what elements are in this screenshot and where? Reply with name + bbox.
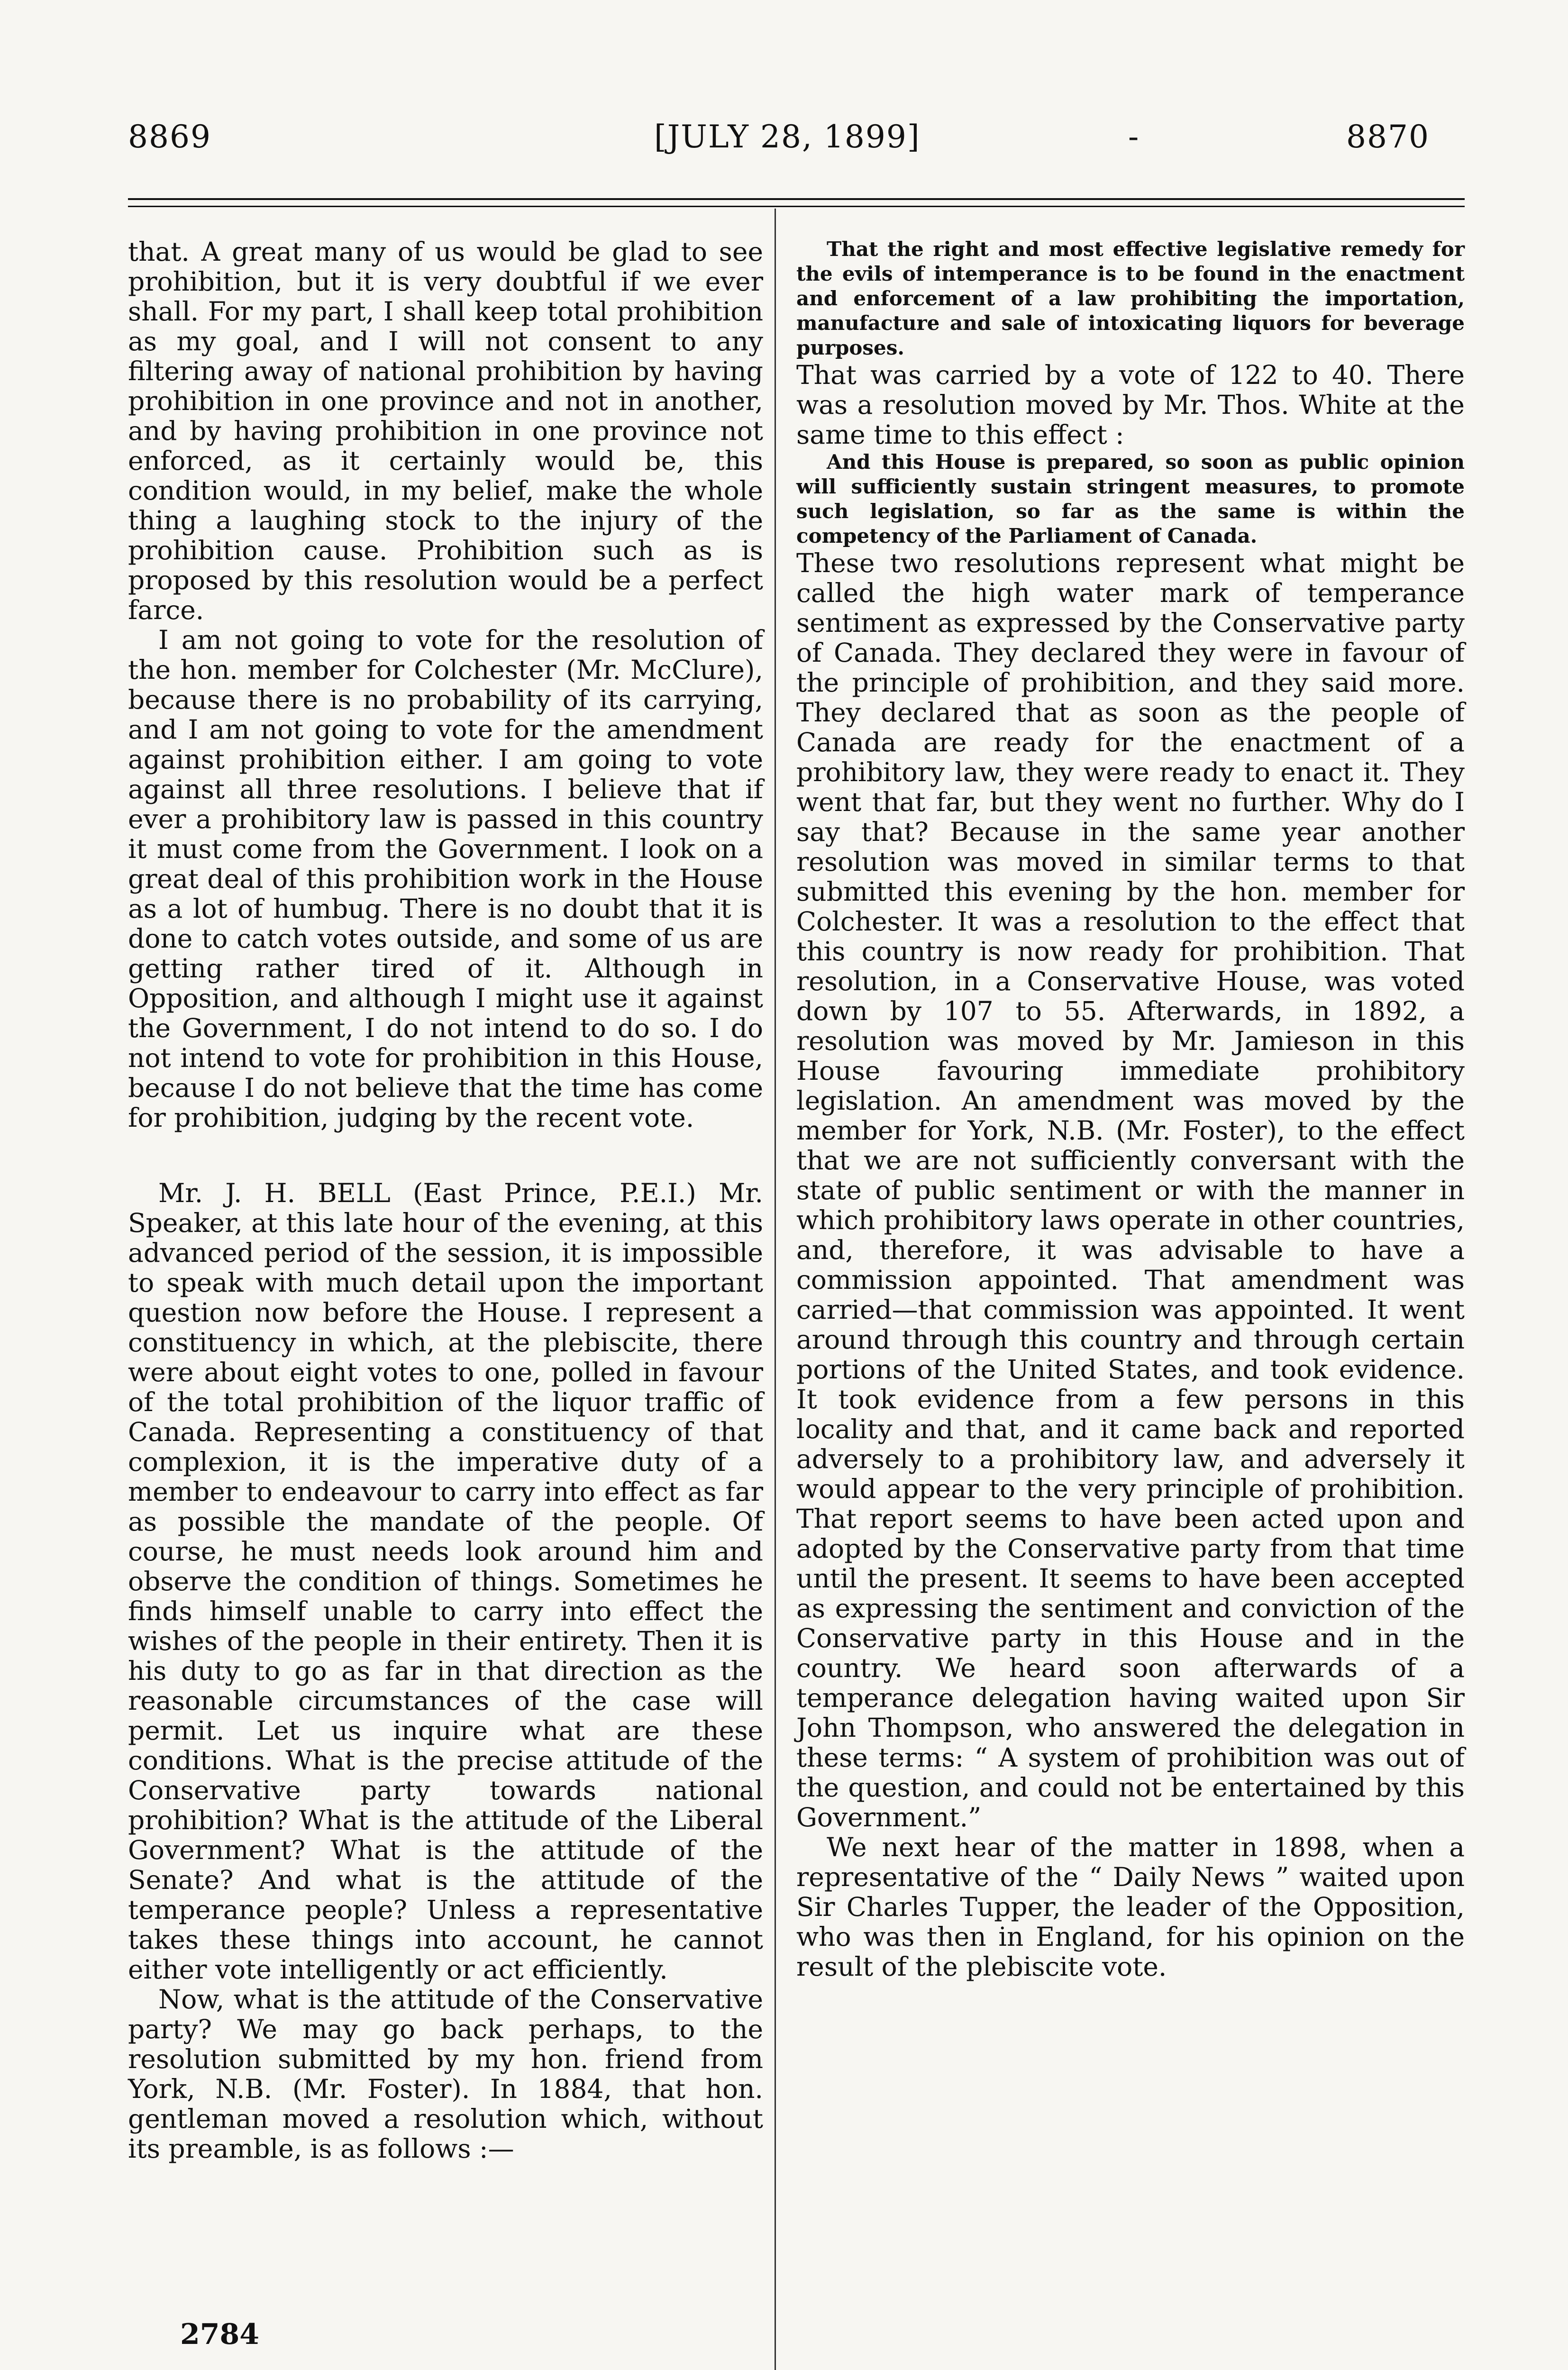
right-column bbox=[796, 237, 1465, 1982]
page-number-right: 8870 bbox=[1346, 118, 1430, 155]
paragraph: We next hear of the matter in 1898, when a representative of the “ Daily News ” waited upon Sir Charles Tupper, the leader of the Opposition, who was then in England, for his opinion on the result of the plebiscite vote. bbox=[796, 1832, 1465, 1982]
paragraph: These two resolutions represent what might be called the high water mark of temperance sentiment as expressed by the Conservative party of Canada. They declared they were in favour of the principle of prohibition, and they said more. They declared that as soon as the people of Canada are ready for the enactment of a prohibitory law, they were ready to enact it. They went that far, but they went no further. Why do I say that? Because in the same year another resolution was moved in similar terms to that submitted this evening by the hon. member for Colchester. It was a resolution to the effect that this country is now ready for prohibition. That resolution, in a Conservative House, was voted down by 107 to 55. Afterwards, in 1892, a resolution was moved by Mr. Jamieson in this House favouring immediate prohibitory legislation. An amendment was moved by the member for York, N.B. (Mr. Foster), to the effect that we are not sufficiently conversant with the state of public sentiment or with the manner in which prohibitory laws operate in other countries, and, therefore, it was advisable to have a commission appointed. That amendment was carried—that commission was appointed. It went around through this country and through certain portions of the United States, and took evidence. It took evidence from a few persons in this locality and that, and it came back and reported adversely to a prohibitory law, and adversely it would appear to the very principle of prohibition. That report seems to have been acted upon and adopted by the Conservative party from that time until the present. It seems to have been accepted as expressing the sentiment and conviction of the Conservative party in this House and in the country. We heard soon afterwards of a temperance delegation having waited upon Sir John Thompson, who answered the delegation in these terms: “ A system of prohibition was out of the question, and could not be entertained by this Government.” bbox=[796, 548, 1465, 1832]
quoted-resolution: That the right and most effective legislative remedy for the evils of intemperance is to be found in the enactment and enforcement of a law prohibiting the importation, manufacture and sale of intoxicating liquors for beverage purposes. bbox=[796, 237, 1465, 359]
header-rule bbox=[128, 198, 1465, 200]
paragraph: that. A great many of us would be glad to see prohibition, but it is very doubtful if we ever shall. For my part, I shall keep total prohibition as my goal, and I will not consent to any filtering away of national prohibition by having prohibition in one province and not in another, and by having prohibition in one province not enforced, as it certainly would be, this condition would, in my belief, make the whole thing a laughing stock to the injury of the prohibition cause. Prohibition such as is proposed by this resolution would be a perfect farce. bbox=[128, 237, 763, 625]
paragraph: I am not going to vote for the resolution of the hon. member for Colchester (Mr. McClure), because there is no probability of its carrying, and I am not going to vote for the amendment against prohibition either. I am going to vote against all three resolutions. I believe that if ever a prohibitory law is passed in this country it must come from the Government. I look on a great deal of this prohibition work in the House as a lot of humbug. There is no doubt that it is done to catch votes outside, and some of us are getting rather tired of it. Although in Opposition, and although I might use it against the Government, I do not intend to do so. I do not intend to vote for prohibition in this House, because I do not believe that the time has come for prohibition, judging by the recent vote. bbox=[128, 625, 763, 1133]
column-divider bbox=[775, 209, 776, 2370]
header-dash: - bbox=[1128, 118, 1140, 155]
header-rule-double bbox=[128, 206, 1465, 207]
page-number-left: 8869 bbox=[128, 118, 211, 155]
paragraph: That was carried by a vote of 122 to 40. There was a resolution moved by Mr. Thos. White at the same time to this effect : bbox=[796, 360, 1465, 450]
signature-mark: 2784 bbox=[180, 2318, 259, 2351]
page-date-header: [JULY 28, 1899] bbox=[654, 118, 921, 155]
left-column bbox=[128, 237, 763, 2164]
speaker-paragraph: Mr. J. H. BELL (East Prince, P.E.I.) Mr. Speaker, at this late hour of the evening, at this advanced period of the session, it is impossible to speak with much detail upon the important question now before the House. I represent a constituency in which, at the plebiscite, there were about eight votes to one, polled in favour of the total prohibition of the liquor traffic of Canada. Representing a constituency of that complexion, it is the imperative duty of a member to endeavour to carry into effect as far as possible the mandate of the people. Of course, he must needs look around him and observe the condition of things. Sometimes he finds himself unable to carry into effect the wishes of the people in their entirety. Then it is his duty to go as far in that direction as the reasonable circumstances of the case will permit. Let us inquire what are these conditions. What is the precise attitude of the Conservative party towards national prohibition? What is the attitude of the Liberal Government? What is the attitude of the Senate? And what is the attitude of the temperance people? Unless a representative takes these things into account, he cannot either vote intelligently or act efficiently. bbox=[128, 1178, 763, 1985]
quoted-resolution: And this House is prepared, so soon as public opinion will sufficiently sustain stringent measures, to promote such legislation, so far as the same is within the competency of the Parliament of Canada. bbox=[796, 450, 1465, 547]
paragraph: Now, what is the attitude of the Conservative party? We may go back perhaps, to the resolution submitted by my hon. friend from York, N.B. (Mr. Foster). In 1884, that hon. gentleman moved a resolution which, without its preamble, is as follows :— bbox=[128, 1984, 763, 2164]
